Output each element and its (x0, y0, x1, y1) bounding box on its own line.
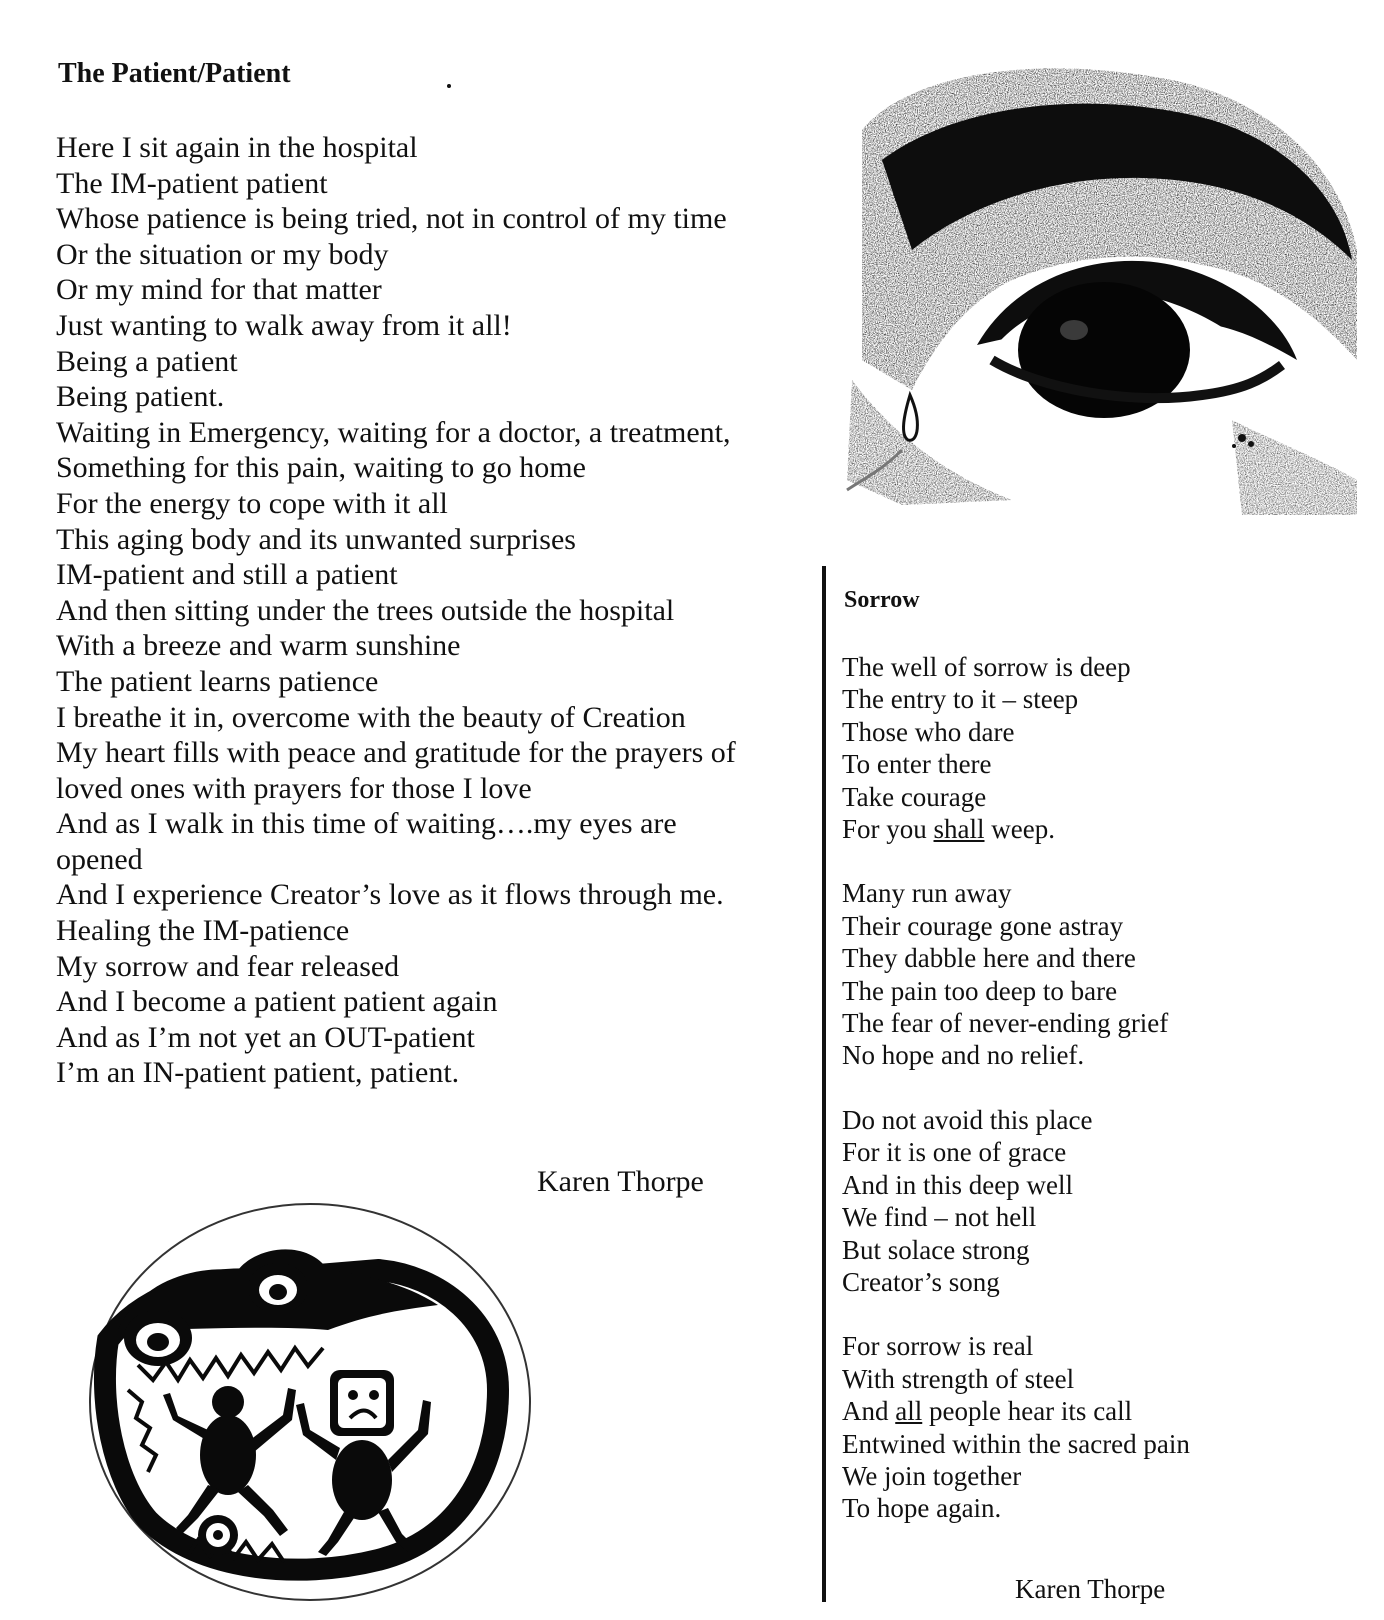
poem-line: And as I walk in this time of waiting….my eyes are (56, 807, 677, 841)
poem-body-patient (56, 130, 736, 1091)
poem-line: And I experience Creator’s love as it flows through me. (56, 878, 724, 912)
poem-title-patient: The Patient/Patient (58, 58, 291, 89)
poem-line: Being patient. (56, 380, 225, 414)
poem-line: Healing the IM-patience (56, 914, 350, 948)
poem-line: No hope and no relief. (842, 1040, 1085, 1071)
poem-line: And in this deep well (842, 1169, 1073, 1200)
poem-line: Or my mind for that matter (56, 273, 382, 307)
poem-line: Here I sit again in the hospital (56, 131, 418, 164)
poem-line: And I become a patient patient again (56, 985, 498, 1019)
crying-eye-illustration (842, 60, 1364, 520)
author-signature-patient: Karen Thorpe (537, 1165, 704, 1198)
poem-line: And as I’m not yet an OUT-patient (56, 1020, 475, 1054)
stanza-2 (842, 877, 1190, 1071)
poem-line (842, 813, 1190, 845)
poem-line: This aging body and its unwanted surprises (56, 522, 576, 556)
poem-line: The fear of never-ending grief (842, 1008, 1169, 1039)
stanza-1 (842, 651, 1190, 845)
underlined-word: shall (933, 814, 985, 845)
poem-line: IM-patient and still a patient (56, 558, 398, 592)
poem-line: Just wanting to walk away from it all! (56, 308, 512, 342)
poem-line: loved ones with prayers for those I love (56, 771, 532, 805)
stanza-4 (842, 1330, 1190, 1524)
poem-line: Their courage gone astray (842, 910, 1124, 941)
poem-line: The IM-patient patient (56, 166, 328, 200)
poem-line: With a breeze and warm sunshine (56, 629, 461, 663)
poem-line: They dabble here and there (842, 943, 1136, 974)
text-span: people hear its call (922, 1396, 1133, 1427)
poem-line: Entwined within the sacred pain (842, 1428, 1190, 1459)
poem-line (842, 1395, 1190, 1427)
poem-body-sorrow (842, 651, 1190, 1557)
poem-line: For it is one of grace (842, 1137, 1067, 1168)
poem-line: Those who dare (842, 716, 1015, 747)
poem-line: But solace strong (842, 1234, 1030, 1265)
poem-line: My sorrow and fear released (56, 949, 400, 983)
underlined-word: all (895, 1396, 923, 1427)
poem-line: We join together (842, 1460, 1022, 1491)
text-span: For you (842, 814, 934, 845)
author-signature-sorrow: Karen Thorpe (1015, 1574, 1166, 1604)
poem-line: The pain too deep to bare (842, 975, 1118, 1006)
stray-dot (447, 84, 451, 88)
poem-line: Do not avoid this place (842, 1104, 1093, 1135)
poem-line: For the energy to cope with it all (56, 486, 448, 520)
stanza-3 (842, 1104, 1190, 1298)
poem-title-sorrow: Sorrow (844, 587, 920, 613)
poem-line: The well of sorrow is deep (842, 652, 1131, 682)
poem-line: For sorrow is real (842, 1331, 1034, 1362)
poem-line: And then sitting under the trees outside the hospital (56, 593, 675, 627)
poem-line: To hope again. (842, 1493, 1002, 1524)
poem-line: To enter there (842, 749, 992, 780)
poem-line: Creator’s song (842, 1266, 1000, 1297)
poem-line: Something for this pain, waiting to go home (56, 451, 586, 485)
poem-line: opened (56, 842, 143, 876)
poem-line: We find – not hell (842, 1202, 1037, 1233)
poem-line: I’m an IN-patient patient, patient. (56, 1056, 460, 1090)
column-divider (822, 566, 826, 1602)
poem-line: Or the situation or my body (56, 237, 389, 271)
poem-line: Many run away (842, 878, 1012, 909)
text-span: weep. (984, 814, 1055, 845)
poem-line: The patient learns patience (56, 664, 379, 698)
poem-line: Being a patient (56, 344, 238, 378)
poem-line: With strength of steel (842, 1363, 1075, 1394)
poem-line: Waiting in Emergency, waiting for a doctor, a treatment, (56, 415, 731, 449)
poem-line: Take courage (842, 781, 987, 812)
poem-line: The entry to it – steep (842, 684, 1079, 715)
frog-spirit-illustration (78, 1190, 543, 1610)
poem-line: My heart fills with peace and gratitude for the prayers of (56, 736, 736, 770)
poem-line: I breathe it in, overcome with the beauty of Creation (56, 700, 686, 734)
poem-line: Whose patience is being tried, not in control of my time (56, 202, 727, 236)
text-span: And (842, 1396, 896, 1427)
